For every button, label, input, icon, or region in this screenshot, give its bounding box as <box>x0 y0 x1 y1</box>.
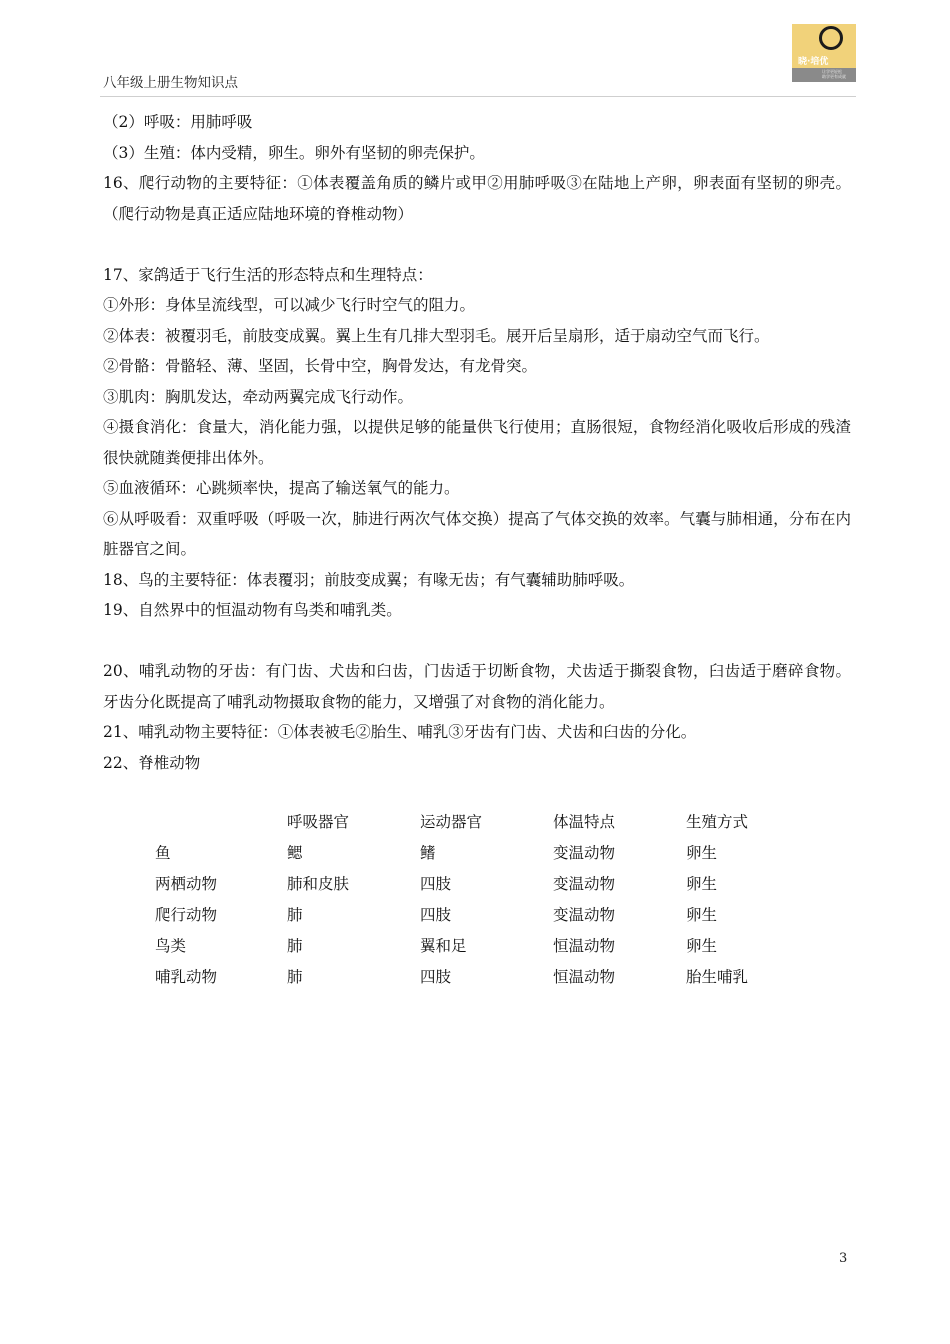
table-header-cell: 体温特点 <box>553 812 616 831</box>
logo-tagline-line2: 助学更有成就 <box>822 74 846 79</box>
table-row <box>155 836 819 867</box>
paragraph-gap <box>103 229 851 260</box>
table-cell: 爬行动物 <box>155 905 218 924</box>
table-cell: 卵生 <box>686 874 718 893</box>
table-cell: 恒温动物 <box>553 936 616 955</box>
header-divider <box>100 96 856 97</box>
paragraph: 16、爬行动物的主要特征：①体表覆盖角质的鳞片或甲②用肺呼吸③在陆地上产卵，卵表面有坚韧的卵壳。 （爬行动物是真正适应陆地环境的脊椎动物） <box>103 174 851 223</box>
table-cell: 肺 <box>287 967 303 986</box>
paragraph: ①外形：身体呈流线型，可以减少飞行时空气的阻力。 <box>103 296 476 314</box>
table-cell: 四肢 <box>420 967 452 986</box>
table-cell: 翼和足 <box>420 936 467 955</box>
paragraph: （3）生殖：体内受精，卵生。卵外有坚韧的卵壳保护。 <box>103 143 485 162</box>
table-row <box>155 960 819 991</box>
table-cell: 变温动物 <box>553 874 616 893</box>
table-cell: 鳍 <box>420 843 436 862</box>
table-header-cell: 运动器官 <box>420 812 483 831</box>
table-cell: 肺 <box>287 905 303 924</box>
table-cell: 肺 <box>287 936 303 955</box>
table-cell: 哺乳动物 <box>155 967 218 986</box>
paragraph: ⑥从呼吸看：双重呼吸（呼吸一次，肺进行两次气体交换）提高了气体交换的效率。气囊与肺相通，分布在内脏器官之间。 <box>103 509 851 558</box>
vertebrate-comparison-table <box>155 805 819 991</box>
paragraph: ③肌肉：胸肌发达，牵动两翼完成飞行动作。 <box>103 387 414 406</box>
table-cell: 四肢 <box>420 874 452 893</box>
table-row <box>155 898 819 929</box>
table-cell: 鱼 <box>155 843 171 862</box>
table-cell: 鳃 <box>287 843 303 862</box>
brand-logo <box>792 24 856 82</box>
table-cell: 卵生 <box>686 936 718 955</box>
table-cell: 两栖动物 <box>155 874 218 893</box>
table-cell: 卵生 <box>686 843 718 862</box>
paragraph: （2）呼吸：用肺呼吸 <box>103 113 253 131</box>
paragraph: 22、脊椎动物 <box>103 753 201 772</box>
table-cell: 变温动物 <box>553 905 616 924</box>
logo-tagline-line1: 让学更轻松 <box>822 69 842 74</box>
paragraph: ②骨骼：骨骼轻、薄、坚固，长骨中空，胸骨发达，有龙骨突。 <box>103 357 538 375</box>
table-header-row <box>155 805 819 836</box>
paragraph: 18、鸟的主要特征：体表覆羽；前肢变成翼；有喙无齿；有气囊辅助肺呼吸。 <box>103 570 635 589</box>
table-cell: 鸟类 <box>155 936 187 955</box>
table-cell: 变温动物 <box>553 843 616 862</box>
paragraph-gap <box>103 626 851 657</box>
table-cell: 胎生哺乳 <box>686 967 749 986</box>
paragraph: ⑤血液循环：心跳频率快，提高了输送氧气的能力。 <box>103 479 460 497</box>
table-cell: 恒温动物 <box>553 967 616 986</box>
logo-ring-icon <box>819 26 843 50</box>
document-body <box>103 107 851 778</box>
table-header-cell: 呼吸器官 <box>287 812 350 831</box>
table-row <box>155 929 819 960</box>
page-number: 3 <box>839 1251 848 1266</box>
logo-name: 晓·培优 <box>798 57 829 67</box>
paragraph: 20、哺乳动物的牙齿：有门齿、犬齿和臼齿，门齿适于切断食物，犬齿适于撕裂食物，臼齿适于磨碎食物。牙齿分化既提高了哺乳动物摄取食物的能力，又增强了对食物的消化能力。 <box>103 662 851 711</box>
header-title: 八年级上册生物知识点 <box>103 75 238 91</box>
paragraph: ②体表：被覆羽毛，前肢变成翼。翼上生有几排大型羽毛。展开后呈扇形，适于扇动空气而飞行。 <box>103 326 770 345</box>
paragraph: 21、哺乳动物主要特征：①体表被毛②胎生、哺乳③牙齿有门齿、犬齿和臼齿的分化。 <box>103 723 697 741</box>
logo-tagline <box>822 69 846 79</box>
paragraph: 17、家鸽适于飞行生活的形态特点和生理特点： <box>103 265 433 284</box>
table-cell: 肺和皮肤 <box>287 874 350 893</box>
paragraph: ④摄食消化：食量大，消化能力强，以提供足够的能量供飞行使用；直肠很短，食物经消化吸收后形成的残渣很快就随粪便排出体外。 <box>103 418 851 467</box>
table-cell: 卵生 <box>686 905 718 924</box>
table-header-cell: 生殖方式 <box>686 812 749 831</box>
table-row <box>155 867 819 898</box>
table-cell: 四肢 <box>420 905 452 924</box>
paragraph: 19、自然界中的恒温动物有鸟类和哺乳类。 <box>103 601 402 619</box>
